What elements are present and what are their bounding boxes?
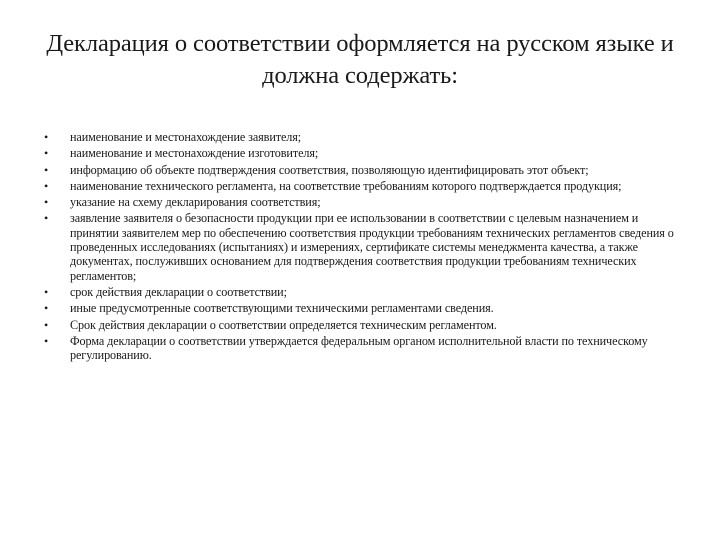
list-item-text: Форма декларации о соответствии утверждается федеральным органом исполнительной власти по техническому регулированию. xyxy=(70,333,648,363)
bullet-icon: • xyxy=(44,130,49,144)
list-item xyxy=(44,211,684,282)
list-item-text: информацию об объекте подтверждения соответствия, позволяющую идентифицировать этот объект; xyxy=(70,162,589,177)
bullet-icon: • xyxy=(44,301,49,316)
list-item xyxy=(44,179,684,193)
list-item xyxy=(44,195,684,209)
bullet-icon: • xyxy=(44,146,49,161)
bullet-icon: • xyxy=(44,333,49,348)
list-item-text: иные предусмотренные соответствующими техническими регламентами сведения. xyxy=(70,301,494,316)
bullet-icon: • xyxy=(44,211,49,226)
list-item-text: Срок действия декларации о соответствии определяется техническим регламентом. xyxy=(70,317,497,332)
slide-title: Декларация о соответствии оформляется на русском языке и должна содержать: xyxy=(46,30,674,89)
bullet-icon: • xyxy=(44,178,49,193)
list-item-text: указание на схему декларирования соответствия; xyxy=(70,195,321,210)
bullet-icon: • xyxy=(44,317,49,332)
list-item xyxy=(44,130,684,144)
list-item xyxy=(44,318,684,332)
bullet-icon: • xyxy=(44,195,49,210)
list-item xyxy=(44,285,684,299)
bullet-icon: • xyxy=(44,284,49,299)
list-item-text: срок действия декларации о соответствии; xyxy=(70,284,287,299)
list-item-text: заявление заявителя о безопасности продукции при ее использовании в соответствии с целевым назначением и принятии заявителем мер по обеспечению соответствия продукции требованиям технических регламентов сведения о проведенных исследованиях (испытаниях) и измерениях, сертификате системы менеджмента качества, а также документах, послуживших основанием для подтверждения соответствия продукции требованиям технических регламентов; xyxy=(70,211,674,283)
list-item-text: наименование технического регламента, на соответствие требованиям которого подтверждается продукция; xyxy=(70,178,622,193)
bullet-list xyxy=(44,130,684,364)
list-item xyxy=(44,334,684,363)
list-item xyxy=(44,301,684,315)
bullet-icon: • xyxy=(44,162,49,177)
list-item xyxy=(44,146,684,160)
list-item xyxy=(44,163,684,177)
list-item-text: наименование и местонахождение изготовителя; xyxy=(70,146,319,161)
list-item-text: наименование и местонахождение заявителя; xyxy=(70,130,302,144)
